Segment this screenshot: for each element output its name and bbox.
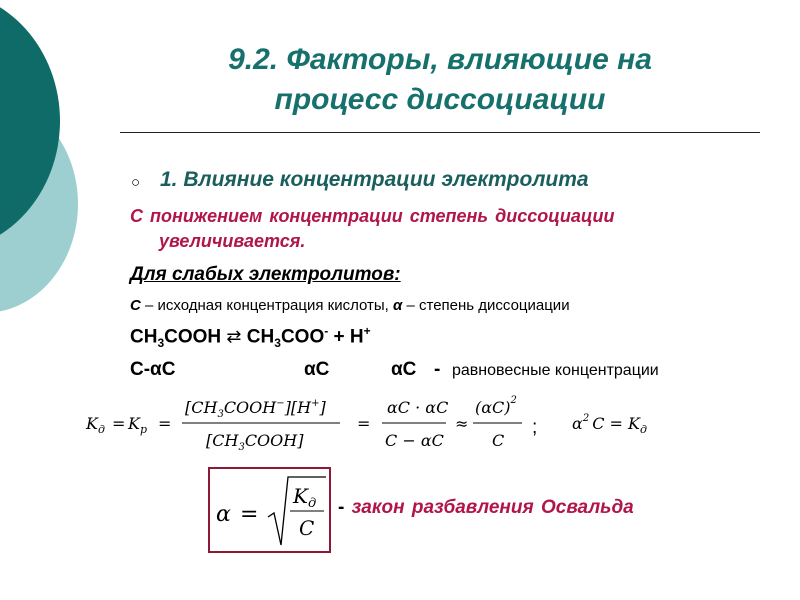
ostwald-law-caption (338, 497, 634, 519)
reactant-rest: COOH (164, 326, 222, 348)
legend-alpha-text: – степень диссоциации (402, 297, 570, 314)
svg-text:(αC)2 (475, 395, 517, 417)
caption-dash: - (338, 497, 345, 518)
legend-alpha-symbol: α (393, 297, 403, 314)
section-heading: 1. Влияние концентрации электролита (160, 168, 589, 191)
conc-anion: αС (304, 359, 330, 380)
weak-electrolytes-heading: Для слабых электролитов: (130, 264, 401, 285)
statement-part-2: увеличивается. (159, 231, 306, 251)
statement-part-1: С понижением концентрации степень диссоциации (130, 206, 615, 226)
ostwald-law-box (208, 467, 331, 553)
conc-dash: - (434, 359, 441, 380)
concentration-statement (130, 204, 760, 254)
svg-text:≈: ≈ (455, 414, 469, 433)
svg-text:Kp (127, 414, 147, 436)
law-alpha: α (216, 502, 231, 527)
cation: H (349, 326, 364, 348)
anion-rest: COO (280, 326, 325, 348)
numerator-c: ][H (284, 398, 312, 417)
denominator-a: [CH (206, 431, 239, 450)
short-sub: д (639, 423, 647, 436)
frac2-denominator: C − αC (385, 431, 444, 450)
anion-ch: CH (246, 326, 275, 348)
law-k: K (293, 484, 308, 508)
numerator-a: [CH (185, 398, 218, 417)
slide-title (120, 40, 760, 120)
law-k-sub: д (307, 496, 317, 511)
equilibrium-arrow-icon: ⇄ (226, 326, 242, 347)
anion-sub: 3 (274, 336, 281, 351)
legend-c-symbol: С (130, 297, 141, 314)
reactant-sub: 3 (157, 336, 165, 351)
kd-subscript: д (97, 423, 105, 436)
cation-charge: + (363, 324, 371, 338)
conc-acid: С-αС (130, 359, 176, 380)
svg-text:[CH3COOH−][H+] (185, 398, 326, 420)
title-divider (120, 132, 760, 133)
numerator-sup2: + (311, 398, 320, 409)
short-sup: 2 (582, 413, 590, 424)
legend-c-text: – исходная концентрация кислоты, (140, 297, 393, 314)
symbol-legend (130, 297, 570, 314)
title-line-2: процесс диссоциации (274, 83, 606, 116)
kd-symbol: K (86, 414, 98, 433)
svg-text:=: = (158, 414, 172, 433)
law-c: C (299, 516, 315, 540)
short-lhs: α (572, 414, 583, 433)
svg-text:Kд (292, 484, 316, 511)
svg-text:Kд (85, 414, 105, 436)
frac2-numerator: αC · αC (387, 398, 449, 417)
numerator-sub: 3 (217, 409, 224, 420)
kp-subscript: p (139, 423, 147, 436)
svg-text:=: = (357, 414, 371, 433)
reactant-ch: CH (130, 326, 158, 348)
dissociation-constant-formula (82, 385, 702, 460)
law-equals: = (240, 502, 259, 527)
svg-text:=: = (112, 414, 126, 433)
anion-charge: - (324, 324, 329, 338)
conc-note: равновесные концентрации (452, 362, 659, 379)
semicolon: ; (532, 417, 538, 438)
ostwald-formula (210, 469, 329, 551)
title-line-1: 9.2. Факторы, влияющие на (228, 43, 652, 76)
numerator-d: ] (319, 398, 326, 417)
numerator-sup: − (276, 398, 285, 409)
denominator-sub: 3 (238, 442, 245, 453)
equation-plus: + (333, 326, 345, 348)
numerator-b: COOH (223, 398, 277, 417)
dissociation-equation (130, 324, 371, 350)
caption-text: закон разбавления Освальда (351, 497, 634, 518)
svg-text:[CH3COOH] (206, 431, 304, 453)
conc-cation: αС (391, 359, 417, 380)
bullet-circle-icon: ○ (131, 174, 141, 191)
denominator-b: COOH] (244, 431, 304, 450)
kp-symbol: K (128, 414, 140, 433)
short-mid: C = K (592, 414, 640, 433)
svg-text:α2C = Kд (572, 413, 647, 436)
frac3-sup: 2 (510, 395, 517, 406)
frac3-numerator: (αC) (475, 398, 511, 417)
frac3-denominator: C (492, 431, 505, 450)
